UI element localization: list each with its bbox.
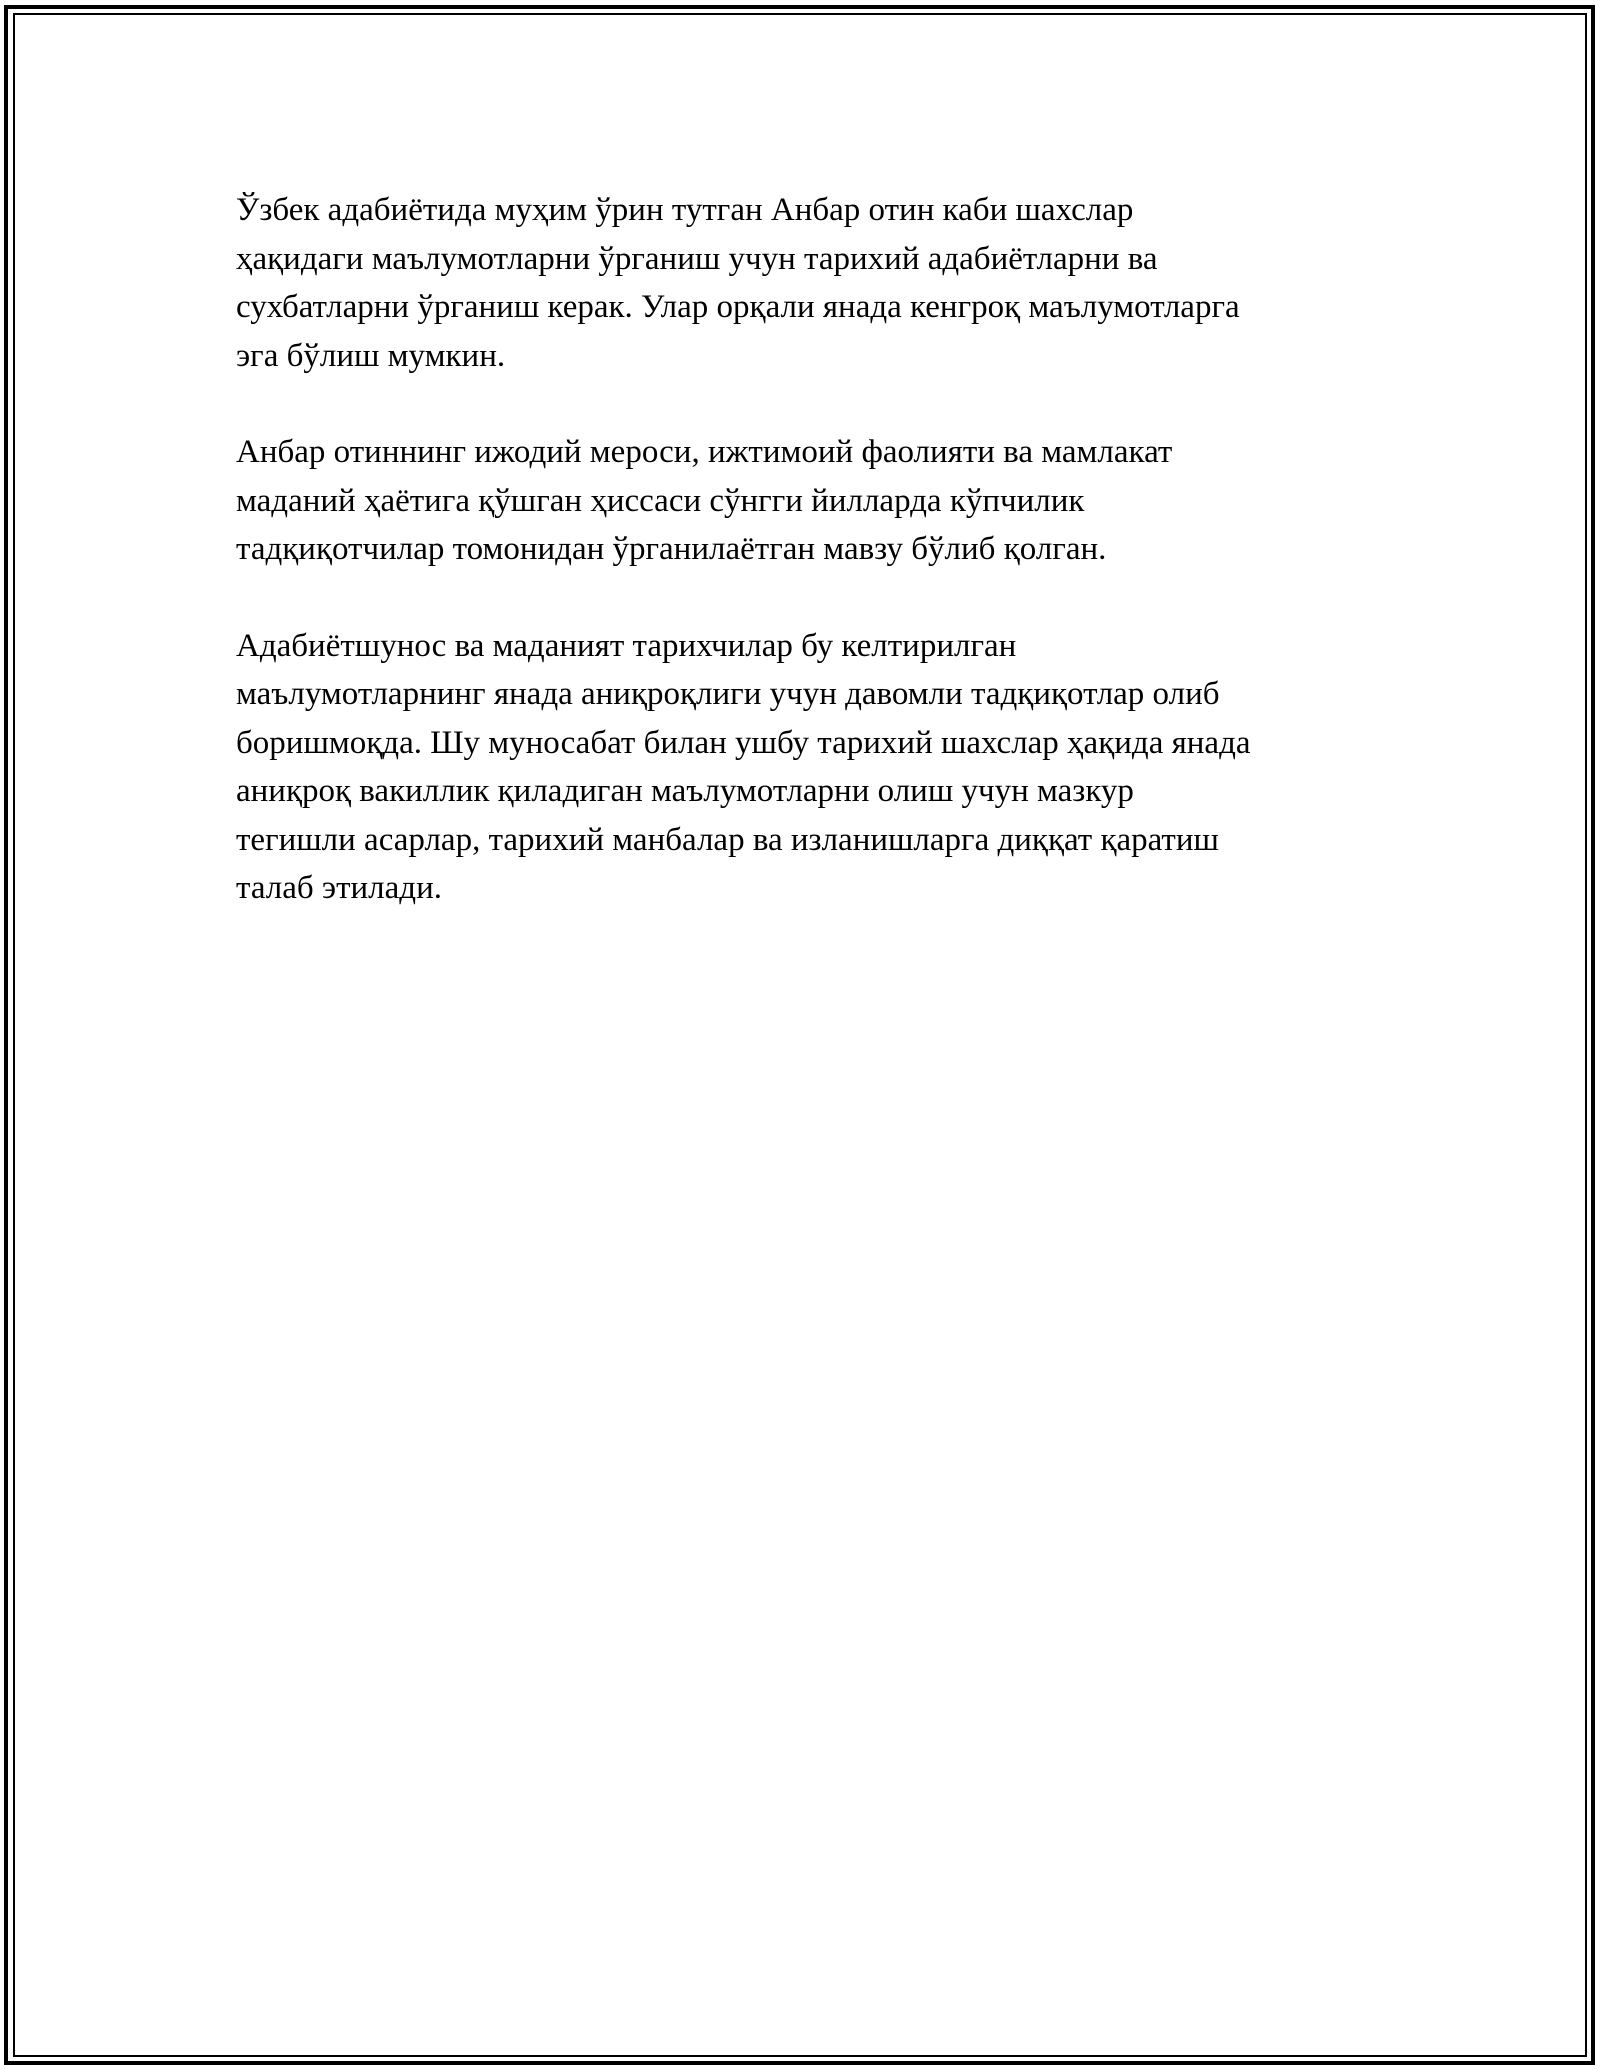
paragraph-1: Ўзбек адабиётида муҳим ўрин тутган Анбар отин каби шахслар ҳақидаги маълумотларни ўрганиш учун тарихий адабиётларни ва сухбатларни ўрганиш керак. Улар орқали янада кенгроқ маълумотларга эга бўлиш мумкин. — [236, 192, 1240, 374]
paragraph-2: Анбар отиннинг ижодий мероси, ижтимоий фаолияти ва мамлакат маданий ҳаётига қўшган ҳиссаси сўнгги йилларда кўпчилик тадқиқотчилар томонидан ўрганилаётган мавзу бўлиб қолган. — [236, 434, 1173, 567]
paragraph-3: Адабиётшунос ва маданият тарихчилар бу келтирилган маълумотларнинг янада аниқроқлиги учун давомли тадқиқотлар олиб боришмоқда. Шу муносабат билан ушбу тарихий шахслар ҳақида янада аниқроқ вакиллик қиладиган маълумотларни олиш учун мазкур тегишли асарлар, тарихий манбалар ва изланишларга диққат қаратиш талаб этилади. — [236, 627, 1251, 906]
document-body — [236, 186, 1376, 961]
